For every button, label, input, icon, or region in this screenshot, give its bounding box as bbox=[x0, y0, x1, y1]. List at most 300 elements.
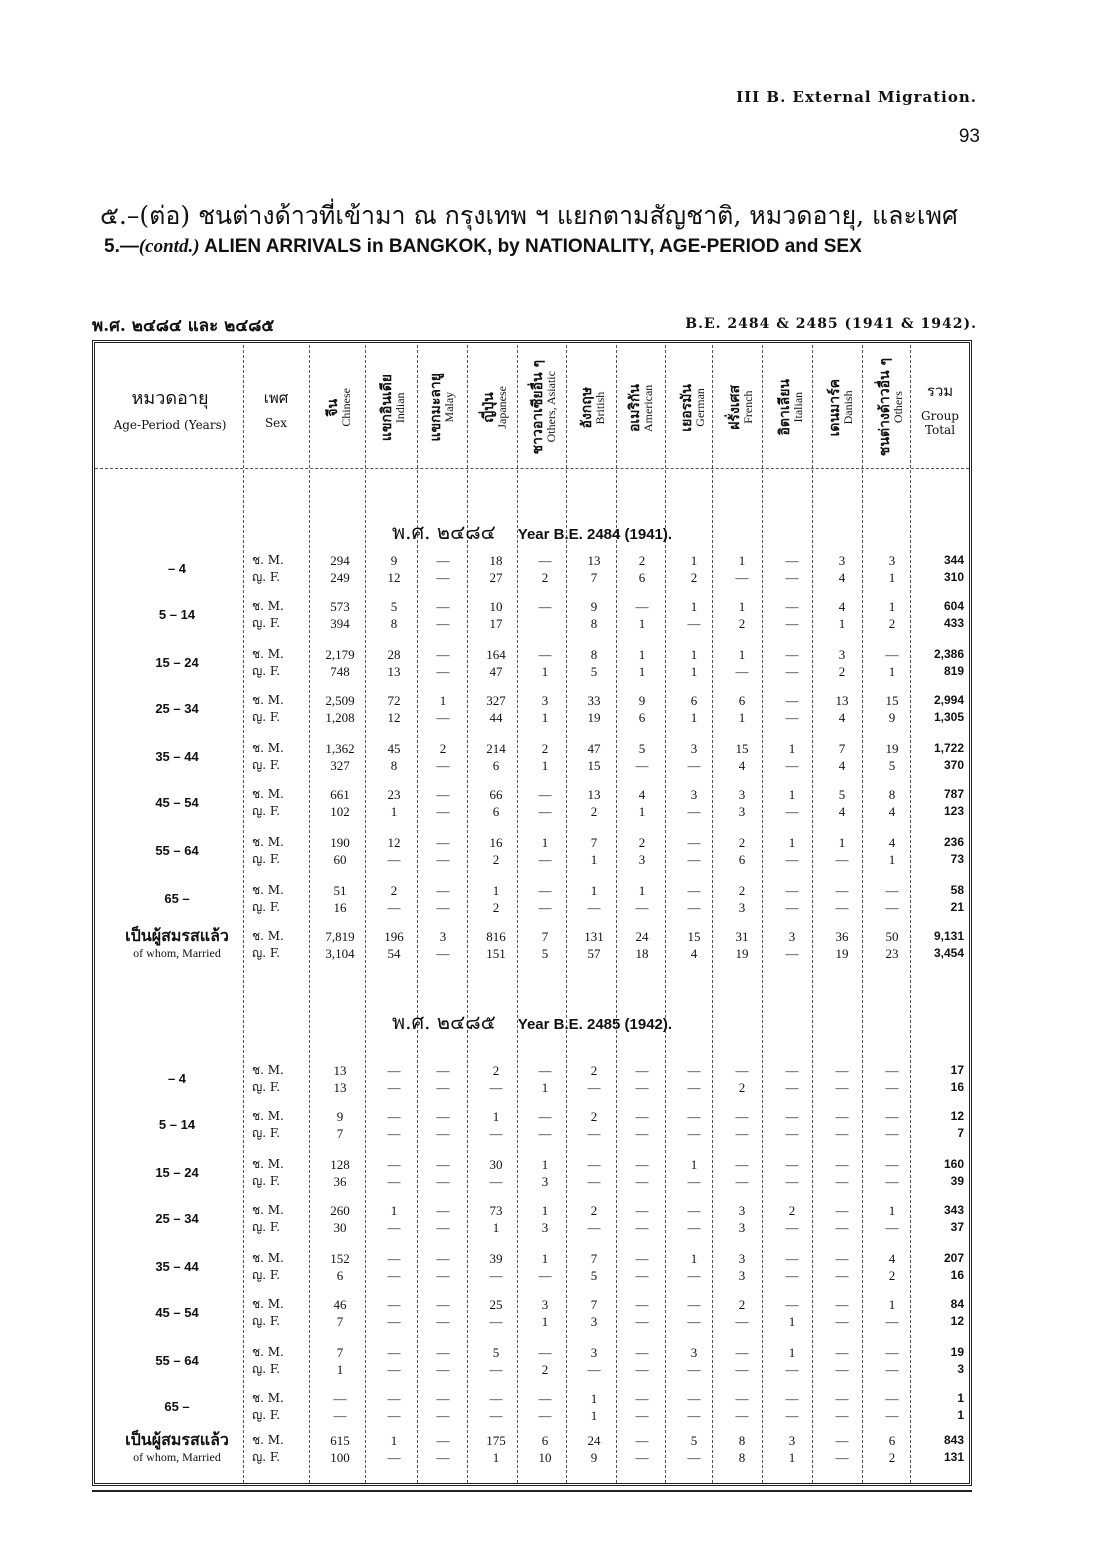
data-cell: 196 bbox=[384, 929, 404, 944]
column-header bbox=[370, 350, 418, 465]
data-cell: — bbox=[785, 616, 799, 631]
data-cell: 3 bbox=[738, 1220, 746, 1235]
age-group-row bbox=[92, 1296, 972, 1332]
data-cell: — bbox=[735, 1391, 749, 1406]
data-cell: 9 bbox=[336, 1109, 344, 1124]
age-group-row bbox=[92, 786, 972, 822]
data-cell: 2 bbox=[838, 664, 846, 679]
data-cell: 1 bbox=[738, 710, 746, 725]
column-header-thai: อังกฤษ bbox=[579, 386, 595, 429]
data-cell: 100 bbox=[330, 1450, 350, 1465]
data-cell: 5 bbox=[541, 946, 549, 961]
data-cell: — bbox=[785, 1408, 799, 1423]
column-header-thai: เยอรมัน bbox=[679, 383, 695, 432]
data-cell: — bbox=[885, 1063, 899, 1078]
data-cell: — bbox=[635, 1268, 649, 1283]
age-period-label: 25 – 34 bbox=[155, 701, 199, 716]
data-cell: 2 bbox=[888, 616, 896, 631]
data-cell: — bbox=[885, 1345, 899, 1360]
data-cell: 60 bbox=[333, 852, 347, 867]
married-label bbox=[112, 928, 242, 962]
data-cell: 12 bbox=[387, 835, 401, 850]
data-cell: 2 bbox=[590, 1109, 598, 1124]
group-total-cell: 787 bbox=[943, 787, 964, 801]
data-cell: — bbox=[687, 883, 701, 898]
age-period-label: 5 – 14 bbox=[158, 607, 196, 622]
data-cell: 394 bbox=[330, 616, 350, 631]
data-cell: — bbox=[735, 1345, 749, 1360]
data-cell: — bbox=[885, 1391, 899, 1406]
column-header bbox=[818, 350, 866, 465]
data-cell: — bbox=[587, 1126, 601, 1141]
data-cell: — bbox=[436, 1297, 450, 1312]
data-cell: 27 bbox=[489, 570, 503, 585]
data-cell: — bbox=[538, 900, 552, 915]
data-cell: 7 bbox=[336, 1345, 344, 1360]
column-header-thai: เดนมาร์ค bbox=[827, 378, 843, 437]
column-header-english: British bbox=[593, 391, 607, 424]
year-heading-english: Year B.E. 2485 (1942). bbox=[517, 1016, 673, 1033]
data-cell: — bbox=[835, 1174, 849, 1189]
column-header-thai: แขกอินเดีย bbox=[379, 373, 395, 442]
column-header bbox=[868, 350, 916, 465]
data-cell: 6 bbox=[492, 758, 500, 773]
data-cell: — bbox=[687, 758, 701, 773]
data-cell: — bbox=[835, 1297, 849, 1312]
data-cell: 190 bbox=[330, 835, 350, 850]
sex-label: ญ. F. bbox=[252, 1080, 281, 1094]
data-cell: — bbox=[687, 1450, 701, 1465]
data-cell: 8 bbox=[888, 787, 896, 802]
data-cell: 6 bbox=[638, 570, 646, 585]
sex-label: ญ. F. bbox=[252, 710, 281, 724]
data-cell: 8 bbox=[590, 647, 598, 662]
data-cell: — bbox=[835, 1251, 849, 1266]
data-cell: 23 bbox=[387, 787, 401, 802]
group-total-cell: 604 bbox=[943, 599, 964, 613]
group-total-cell: 16 bbox=[950, 1080, 964, 1094]
data-cell: — bbox=[538, 804, 552, 819]
sex-header bbox=[245, 350, 307, 465]
data-cell: 1 bbox=[638, 647, 646, 662]
data-cell: 13 bbox=[333, 1063, 347, 1078]
data-cell: 1 bbox=[390, 1203, 398, 1218]
table-title-thai: ๕.–(ต่อ) ชนต่างด้าวที่เข้ามา ณ กรุงเทพ ฯ แยกตามสัญชาติ, หมวดอายุ, และเพศ bbox=[100, 201, 958, 230]
data-cell: — bbox=[885, 900, 899, 915]
data-cell: — bbox=[436, 787, 450, 802]
data-cell: 1 bbox=[738, 599, 746, 614]
data-cell: 3 bbox=[788, 1433, 796, 1448]
data-cell: 12 bbox=[387, 710, 401, 725]
data-cell: — bbox=[387, 1345, 401, 1360]
column-header-english: Chinese bbox=[339, 388, 353, 427]
data-cell: 1 bbox=[590, 1391, 598, 1406]
data-cell: — bbox=[436, 900, 450, 915]
data-cell: 5 bbox=[590, 1268, 598, 1283]
data-cell: 1 bbox=[541, 1203, 549, 1218]
data-cell: 164 bbox=[486, 647, 506, 662]
data-cell: 3 bbox=[690, 787, 698, 802]
data-cell: 260 bbox=[330, 1203, 350, 1218]
data-cell: 5 bbox=[390, 599, 398, 614]
age-period-label: 65 – bbox=[164, 891, 190, 906]
data-cell: 1 bbox=[541, 1157, 549, 1172]
data-cell: 6 bbox=[336, 1268, 344, 1283]
data-cell: — bbox=[387, 1109, 401, 1124]
data-cell: — bbox=[387, 900, 401, 915]
age-group-row bbox=[92, 882, 972, 918]
data-cell: 3 bbox=[541, 1174, 549, 1189]
data-cell: 13 bbox=[333, 1080, 347, 1095]
data-cell: — bbox=[785, 758, 799, 773]
sex-label: ช. M. bbox=[252, 553, 284, 567]
data-cell: — bbox=[687, 900, 701, 915]
group-total-cell: 2,386 bbox=[933, 647, 964, 661]
data-cell: 1 bbox=[541, 835, 549, 850]
data-cell: 7 bbox=[590, 835, 598, 850]
data-cell: 31 bbox=[735, 929, 749, 944]
data-cell: 1 bbox=[888, 852, 896, 867]
data-cell: — bbox=[785, 1063, 799, 1078]
data-cell: 1 bbox=[690, 664, 698, 679]
data-cell: 249 bbox=[330, 570, 350, 585]
data-cell: — bbox=[436, 1109, 450, 1124]
data-cell: 7 bbox=[838, 741, 846, 756]
data-cell: — bbox=[538, 553, 552, 568]
group-total-cell: 12 bbox=[950, 1314, 964, 1328]
column-header-english: German bbox=[693, 388, 707, 427]
data-cell: — bbox=[489, 1362, 503, 1377]
data-cell: — bbox=[835, 1391, 849, 1406]
data-cell: — bbox=[785, 804, 799, 819]
sex-header-thai: เพศ bbox=[263, 388, 289, 407]
group-total-cell: 1 bbox=[957, 1408, 964, 1422]
data-cell: — bbox=[687, 1362, 701, 1377]
data-cell: 46 bbox=[333, 1297, 347, 1312]
column-header-english: Italian bbox=[791, 392, 805, 423]
data-cell: — bbox=[436, 1080, 450, 1095]
data-cell: 816 bbox=[486, 929, 506, 944]
data-cell: 15 bbox=[587, 758, 601, 773]
data-cell: — bbox=[635, 1174, 649, 1189]
data-cell: — bbox=[489, 1174, 503, 1189]
age-period-label: 35 – 44 bbox=[155, 749, 199, 764]
data-cell: — bbox=[885, 1157, 899, 1172]
sex-label: ช. M. bbox=[252, 929, 284, 943]
data-cell: 2 bbox=[638, 553, 646, 568]
data-cell: 44 bbox=[489, 710, 503, 725]
data-cell: — bbox=[538, 1109, 552, 1124]
year-heading bbox=[92, 1006, 972, 1038]
data-cell: — bbox=[687, 1268, 701, 1283]
group-total-cell: 21 bbox=[950, 900, 964, 914]
data-cell: — bbox=[587, 1220, 601, 1235]
column-header bbox=[718, 350, 766, 465]
data-cell: 6 bbox=[738, 852, 746, 867]
data-cell: — bbox=[885, 1314, 899, 1329]
data-cell: — bbox=[885, 1220, 899, 1235]
data-cell: — bbox=[785, 553, 799, 568]
data-cell: — bbox=[735, 1362, 749, 1377]
data-cell: — bbox=[436, 804, 450, 819]
data-cell: 50 bbox=[885, 929, 899, 944]
data-cell: 3 bbox=[541, 1220, 549, 1235]
sex-label: ช. M. bbox=[252, 1391, 284, 1405]
data-cell: — bbox=[538, 1391, 552, 1406]
data-cell: 327 bbox=[330, 758, 350, 773]
data-cell: — bbox=[735, 664, 749, 679]
column-header-thai: อเมริกัน bbox=[627, 383, 643, 432]
data-cell: 1,362 bbox=[325, 741, 355, 756]
sex-label: ช. M. bbox=[252, 883, 284, 897]
group-total-cell: 819 bbox=[943, 664, 964, 678]
data-cell: — bbox=[835, 900, 849, 915]
data-cell: 12 bbox=[387, 570, 401, 585]
sex-label: ช. M. bbox=[252, 1297, 284, 1311]
group-total-cell: 236 bbox=[943, 835, 964, 849]
data-cell: — bbox=[885, 1126, 899, 1141]
column-header-thai: จีน bbox=[325, 398, 341, 417]
data-cell: 748 bbox=[330, 664, 350, 679]
data-cell: 8 bbox=[390, 758, 398, 773]
data-cell: 2 bbox=[738, 616, 746, 631]
data-cell: 9 bbox=[638, 693, 646, 708]
data-cell: 175 bbox=[486, 1433, 506, 1448]
data-cell: 3 bbox=[590, 1314, 598, 1329]
sex-label: ญ. F. bbox=[252, 570, 281, 584]
data-cell: 2,509 bbox=[325, 693, 355, 708]
data-cell: — bbox=[635, 1220, 649, 1235]
data-cell: — bbox=[387, 1063, 401, 1078]
data-cell: 36 bbox=[835, 929, 849, 944]
data-cell: 33 bbox=[587, 693, 601, 708]
data-cell: — bbox=[785, 693, 799, 708]
sex-label: ญ. F. bbox=[252, 804, 281, 818]
data-cell: — bbox=[489, 1126, 503, 1141]
data-cell: — bbox=[436, 946, 450, 961]
data-cell: — bbox=[735, 1174, 749, 1189]
data-cell: — bbox=[635, 1251, 649, 1266]
sex-label: ญ. F. bbox=[252, 946, 281, 960]
data-cell: — bbox=[687, 1314, 701, 1329]
data-cell: — bbox=[785, 1157, 799, 1172]
data-cell: 1 bbox=[690, 1251, 698, 1266]
data-cell: — bbox=[436, 1433, 450, 1448]
data-cell: 5 bbox=[690, 1433, 698, 1448]
group-total-cell: 370 bbox=[943, 758, 964, 772]
data-cell: — bbox=[538, 1268, 552, 1283]
data-cell: 2 bbox=[590, 1063, 598, 1078]
data-cell: 15 bbox=[687, 929, 701, 944]
age-group-row bbox=[92, 1062, 972, 1098]
data-cell: 7 bbox=[590, 1251, 598, 1266]
group-total-cell: 343 bbox=[943, 1203, 964, 1217]
data-cell: — bbox=[635, 758, 649, 773]
data-cell: — bbox=[436, 1314, 450, 1329]
data-cell: — bbox=[436, 1391, 450, 1406]
sex-label: ญ. F. bbox=[252, 664, 281, 678]
data-cell: — bbox=[835, 1408, 849, 1423]
data-cell: 7 bbox=[336, 1126, 344, 1141]
sex-label: ช. M. bbox=[252, 1203, 284, 1217]
data-cell: — bbox=[436, 1362, 450, 1377]
data-cell: 2 bbox=[590, 1203, 598, 1218]
data-cell: — bbox=[687, 1080, 701, 1095]
data-cell: 23 bbox=[885, 946, 899, 961]
data-cell: 4 bbox=[838, 804, 846, 819]
data-cell: 2 bbox=[541, 741, 549, 756]
data-cell: — bbox=[635, 1126, 649, 1141]
data-cell: 10 bbox=[538, 1450, 552, 1465]
age-group-row bbox=[92, 1250, 972, 1286]
sex-label: ญ. F. bbox=[252, 1174, 281, 1188]
data-cell: — bbox=[333, 1408, 347, 1423]
married-label-english: of whom, Married bbox=[133, 1450, 221, 1464]
column-header-english: Group Total bbox=[921, 408, 959, 437]
page-number: 93 bbox=[958, 126, 980, 147]
data-cell: — bbox=[436, 1063, 450, 1078]
age-period-label: 5 – 14 bbox=[158, 1117, 196, 1132]
data-cell: 19 bbox=[735, 946, 749, 961]
data-cell: 3 bbox=[738, 900, 746, 915]
data-cell: — bbox=[387, 1268, 401, 1283]
data-cell: — bbox=[885, 1109, 899, 1124]
data-cell: 24 bbox=[587, 1433, 601, 1448]
data-cell: 4 bbox=[888, 1251, 896, 1266]
data-cell: — bbox=[387, 1408, 401, 1423]
data-cell: — bbox=[687, 616, 701, 631]
data-cell: 131 bbox=[584, 929, 604, 944]
group-total-cell: 37 bbox=[950, 1220, 964, 1234]
data-cell: 1 bbox=[492, 1450, 500, 1465]
group-total-cell: 3,454 bbox=[933, 946, 964, 960]
data-cell: 4 bbox=[838, 599, 846, 614]
data-cell: — bbox=[735, 1157, 749, 1172]
data-cell: 1 bbox=[690, 553, 698, 568]
data-cell: 327 bbox=[486, 693, 506, 708]
age-period-label: – 4 bbox=[167, 1071, 187, 1086]
data-cell: 3 bbox=[738, 1203, 746, 1218]
sex-label: ช. M. bbox=[252, 787, 284, 801]
data-cell: — bbox=[835, 1063, 849, 1078]
sex-label: ญ. F. bbox=[252, 1314, 281, 1328]
data-cell: 7 bbox=[336, 1314, 344, 1329]
data-cell: — bbox=[387, 1391, 401, 1406]
column-header-english: Indian bbox=[393, 392, 407, 423]
data-cell: 4 bbox=[888, 804, 896, 819]
data-cell: — bbox=[538, 599, 552, 614]
data-cell: 3 bbox=[888, 553, 896, 568]
data-cell: 16 bbox=[333, 900, 347, 915]
data-cell: — bbox=[538, 1063, 552, 1078]
group-total-cell: 1,305 bbox=[933, 710, 964, 724]
data-cell: — bbox=[436, 758, 450, 773]
data-cell: 8 bbox=[390, 616, 398, 631]
data-cell: — bbox=[436, 835, 450, 850]
data-cell: — bbox=[785, 710, 799, 725]
data-cell: — bbox=[635, 1450, 649, 1465]
data-cell: — bbox=[835, 883, 849, 898]
column-header-thai: อิตาเลียน bbox=[777, 379, 793, 436]
year-heading-thai: พ.ศ. ๒๔๘๕ bbox=[391, 1010, 496, 1034]
data-cell: 9 bbox=[888, 710, 896, 725]
data-cell: 1 bbox=[439, 693, 447, 708]
data-cell: — bbox=[785, 1297, 799, 1312]
data-cell: 13 bbox=[587, 787, 601, 802]
data-cell: 2 bbox=[690, 570, 698, 585]
column-header bbox=[768, 350, 816, 465]
age-group-row bbox=[92, 692, 972, 728]
data-cell: 25 bbox=[489, 1297, 503, 1312]
data-cell: — bbox=[785, 852, 799, 867]
data-cell: 28 bbox=[387, 647, 401, 662]
column-header-english: Malay bbox=[442, 392, 456, 423]
married-label-english: of whom, Married bbox=[133, 946, 221, 960]
data-cell: — bbox=[387, 1362, 401, 1377]
data-cell: 1 bbox=[492, 1109, 500, 1124]
group-total-cell: 3 bbox=[957, 1362, 964, 1376]
data-cell: — bbox=[436, 664, 450, 679]
group-total-cell: 7 bbox=[957, 1126, 964, 1140]
data-cell: — bbox=[489, 1080, 503, 1095]
data-cell: — bbox=[436, 1157, 450, 1172]
data-cell: — bbox=[735, 1109, 749, 1124]
data-cell: 17 bbox=[489, 616, 503, 631]
data-cell: 9 bbox=[590, 1450, 598, 1465]
data-cell: 152 bbox=[330, 1251, 350, 1266]
column-header-thai: ชนต่างด้าวอื่น ๆ bbox=[877, 358, 893, 457]
age-group-row bbox=[92, 834, 972, 870]
sex-label: ญ. F. bbox=[252, 852, 281, 866]
group-total-cell: 39 bbox=[950, 1174, 964, 1188]
data-cell: — bbox=[538, 1408, 552, 1423]
data-cell: — bbox=[635, 1203, 649, 1218]
sex-header-english: Sex bbox=[264, 415, 288, 430]
data-cell: — bbox=[635, 1408, 649, 1423]
column-header bbox=[472, 350, 520, 465]
data-cell: 2 bbox=[492, 852, 500, 867]
data-cell: — bbox=[687, 1126, 701, 1141]
data-cell: 1 bbox=[788, 787, 796, 802]
data-cell: 8 bbox=[590, 616, 598, 631]
data-cell: 1 bbox=[888, 1297, 896, 1312]
group-total-cell: 58 bbox=[950, 883, 964, 897]
data-cell: 39 bbox=[489, 1251, 503, 1266]
age-group-row bbox=[92, 1344, 972, 1380]
years-label-thai: พ.ศ. ๒๔๘๔ และ ๒๔๘๕ bbox=[92, 316, 275, 336]
data-cell: 3 bbox=[738, 1251, 746, 1266]
age-period-label: 15 – 24 bbox=[155, 655, 199, 670]
data-cell: 19 bbox=[587, 710, 601, 725]
data-cell: 1 bbox=[838, 835, 846, 850]
column-header-english: Japanese bbox=[495, 386, 509, 429]
data-cell: — bbox=[436, 1268, 450, 1283]
data-cell: 24 bbox=[635, 929, 649, 944]
data-cell: — bbox=[835, 1433, 849, 1448]
data-cell: — bbox=[687, 1109, 701, 1124]
data-cell: 4 bbox=[690, 946, 698, 961]
group-total-cell: 160 bbox=[943, 1157, 964, 1171]
data-cell: 3 bbox=[838, 553, 846, 568]
sex-label: ช. M. bbox=[252, 1433, 284, 1447]
data-cell: 19 bbox=[885, 741, 899, 756]
data-cell: — bbox=[687, 852, 701, 867]
data-cell: — bbox=[587, 1157, 601, 1172]
married-row bbox=[92, 1432, 972, 1468]
data-cell: 13 bbox=[387, 664, 401, 679]
sex-label: ช. M. bbox=[252, 1345, 284, 1359]
data-cell: — bbox=[635, 1109, 649, 1124]
